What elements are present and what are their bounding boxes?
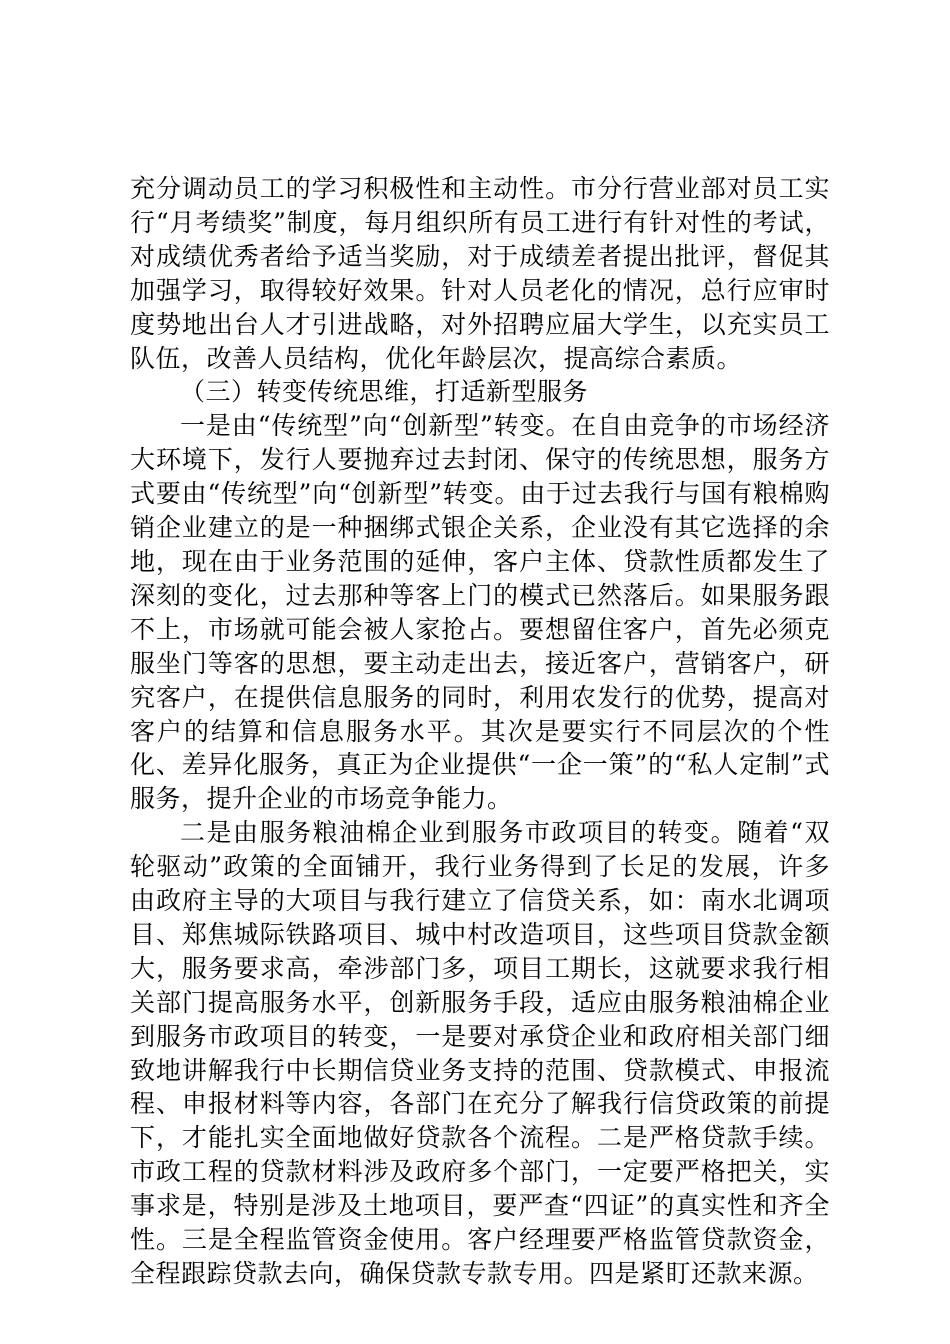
paragraph-continuation: 充分调动员工的学习积极性和主动性。市分行营业部对员工实行“月考绩奖”制度，每月组织所有员工进行有针对性的考试，对成绩优秀者给予适当奖励，对于成绩差者提出批评，督促其加强学习，取得较好效果。针对人员老化的情况，总行应审时度势地出台人才引进战略，对外招聘应届大学生，以充实员工队伍，改善人员结构，优化年龄层次，提高综合素质。	[130, 174, 830, 373]
section-heading: （三）转变传统思维，打适新型服务	[180, 377, 589, 407]
paragraph-enterprise-to-municipal: 二是由服务粮油棉企业到服务市政项目的转变。随着“双轮驱动”政策的全面铺开，我行业务得到了长足的发展，许多由政府主导的大项目与我行建立了信贷关系，如：南水北调项目、郑焦城际铁路项目、城中村改造项目，这些项目贷款金额大，服务要求高，牵涉部门多，项目工期长，这就要求我行相关部门提高服务水平，创新服务手段，适应由服务粮油棉企业到服务市政项目的转变，一是要对承贷企业和政府相关部门细致地讲解我行中长期信贷业务支持的范围、贷款模式、申报流程、申报材料等内容，各部门在充分了解我行信贷政策的前提下，才能扎实全面地做好贷款各个流程。二是严格贷款手续。市政工程的贷款材料涉及政府多个部门，一定要严格把关，实事求是，特别是涉及土地项目，要严查“四证”的真实性和齐全性。三是全程监管资金使用。客户经理要严格监管贷款资金，全程跟踪贷款去向，确保贷款专款专用。四是紧盯还款来源。	[130, 818, 830, 1288]
document-body	[130, 172, 830, 1291]
paragraph-traditional-to-innovative: 一是由“传统型”向“创新型”转变。在自由竞争的市场经济大环境下，发行人要抛弃过去封闭、保守的传统思想，服务方式要由“传统型”向“创新型”转变。由于过去我行与国有粮棉购销企业建立的是一种捆绑式银企关系，企业没有其它选择的余地，现在由于业务范围的延伸，客户主体、贷款性质都发生了深刻的变化，过去那种等客上门的模式已然落后。如果服务跟不上，市场就可能会被人家抢占。要想留住客户，首先必须克服坐门等客的思想，要主动走出去，接近客户，营销客户，研究客户，在提供信息服务的同时，利用农发行的优势，提高对客户的结算和信息服务水平。其次是要实行不同层次的个性化、差异化服务，真正为企业提供“一企一策”的“私人定制”式服务，提升企业的市场竞争能力。	[130, 411, 830, 814]
